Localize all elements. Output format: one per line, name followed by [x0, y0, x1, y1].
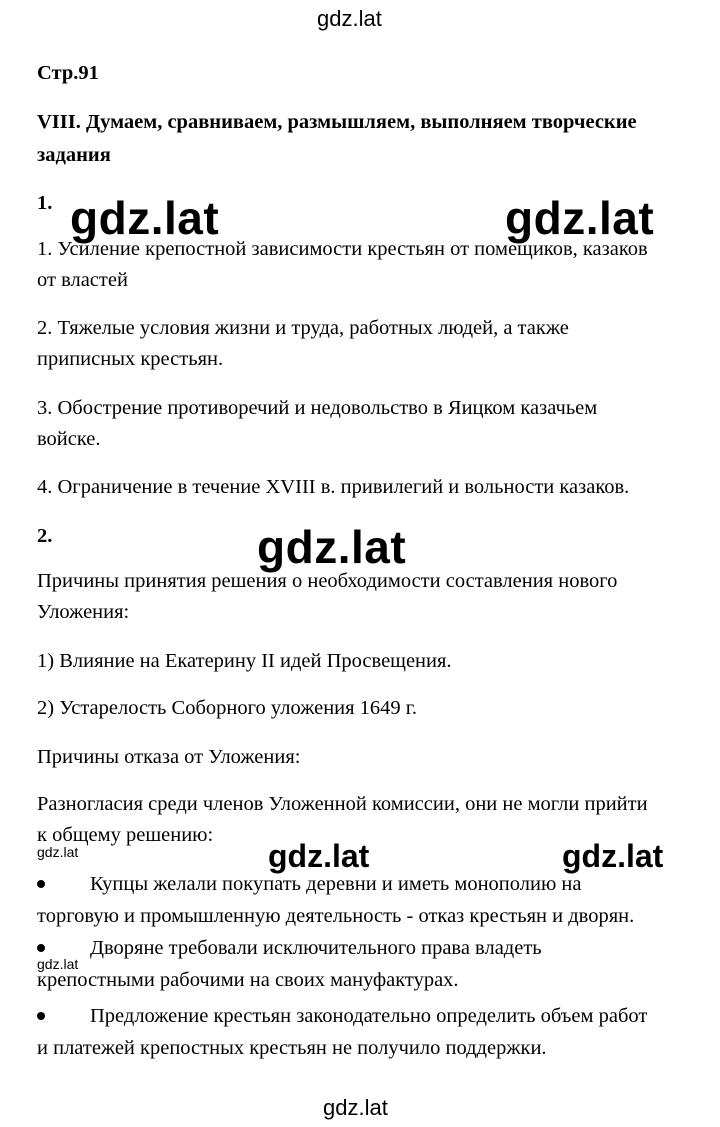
watermark-mid-left: gdz.lat: [268, 838, 370, 874]
watermark-tiny-1: gdz.lat: [37, 844, 79, 860]
task2-bullet2-line1: Дворяне требовали исключительного права владеть: [90, 937, 542, 959]
task1-item2-line2: приписных крестьян.: [37, 348, 224, 370]
task2-bullet1-line1: Купцы желали покупать деревни и иметь монополию на: [90, 873, 582, 895]
section-title-line2: задания: [37, 144, 111, 166]
task2-reason-1: 1) Влияние на Екатерину II идей Просвещения.: [37, 650, 452, 672]
task2-disagreement-line2: к общему решению:: [37, 824, 214, 846]
task1-item3-line1: 3. Обострение противоречий и недовольство в Яицком казачьем: [37, 397, 598, 419]
watermark-big-center: gdz.lat: [257, 521, 407, 573]
task2-disagreement-line1: Разногласия среди членов Уложенной комиссии, они не могли прийти: [37, 793, 648, 815]
bullet-dot-2: [37, 944, 45, 952]
watermark-mid-right: gdz.lat: [562, 838, 664, 874]
task2-number: 2.: [37, 525, 53, 547]
task2-bullet3-line2: и платежей крепостных крестьян не получило поддержки.: [37, 1037, 547, 1059]
task2-bullet2-line2: крепостными рабочими на своих мануфактурах.: [37, 969, 459, 991]
watermark-big-left: gdz.lat: [70, 192, 220, 244]
task1-number: 1.: [37, 192, 53, 214]
watermark-big-right: gdz.lat: [505, 192, 655, 244]
task1-item1-line2: от властей: [37, 269, 128, 291]
task2-bullet3-line1: Предложение крестьян законодательно определить объем работ: [90, 1005, 648, 1027]
task1-item1-line1: 1. Усиление крепостной зависимости крестьян от помещиков, казаков: [37, 238, 648, 260]
watermark-bottom: gdz.lat: [323, 1095, 388, 1120]
task2-refusal-intro: Причины отказа от Уложения:: [37, 746, 301, 768]
task2-reasons-intro-line1: Причины принятия решения о необходимости составления нового: [37, 570, 618, 592]
task2-reason-2: 2) Устарелость Соборного уложения 1649 г.: [37, 697, 418, 719]
bullet-dot-1: [37, 880, 45, 888]
task2-bullet1-line2: торговую и промышленную деятельность - отказ крестьян и дворян.: [37, 905, 635, 927]
page-label: Стр.91: [37, 62, 99, 84]
task2-reasons-intro-line2: Уложения:: [37, 601, 130, 623]
task1-item3-line2: войске.: [37, 428, 101, 450]
task1-item4-line1: 4. Ограничение в течение XVIII в. привилегий и вольности казаков.: [37, 476, 630, 498]
watermark-tiny-2: gdz.lat: [37, 956, 79, 972]
watermark-top: gdz.lat: [317, 6, 382, 31]
section-title-line1: VIII. Думаем, сравниваем, размышляем, выполняем творческие: [37, 111, 637, 133]
task1-item2-line1: 2. Тяжелые условия жизни и труда, работных людей, а также: [37, 317, 569, 339]
bullet-dot-3: [37, 1012, 45, 1020]
